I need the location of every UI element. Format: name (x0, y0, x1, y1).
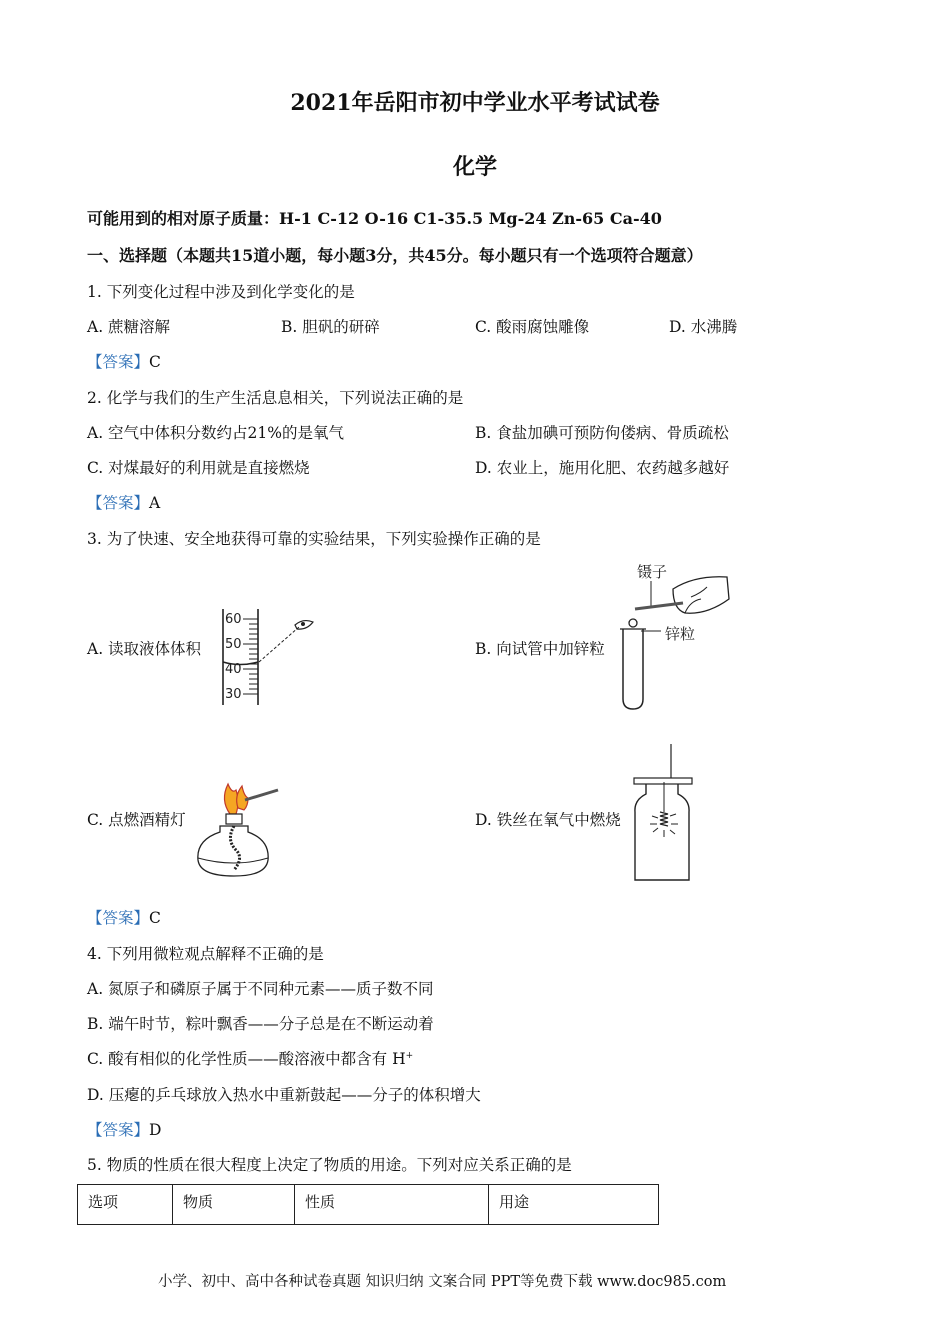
section-heading: 一、选择题（本题共15道小题，每小题3分，共45分。每小题只有一个选项符合题意） (87, 246, 703, 265)
lamp-body-icon (198, 826, 268, 876)
oxygen-bottle-figure (628, 742, 698, 882)
table-header-cell: 性质 (295, 1185, 489, 1225)
q3-option-b: B. 向试管中加锌粒 (475, 640, 605, 658)
q5-table (77, 1184, 659, 1225)
q1-stem: 1. 下列变化过程中涉及到化学变化的是 (87, 283, 355, 301)
bottle-icon (635, 784, 689, 880)
q2-option-d: D. 农业上，施用化肥、农药越多越好 (475, 459, 730, 477)
answer-label: 【答案】 (87, 1121, 150, 1139)
flame-icon (224, 784, 238, 814)
test-tube-icon (623, 629, 643, 709)
q2-option-a: A. 空气中体积分数约占21%的是氧气 (87, 424, 344, 442)
q4-option-c-text: C. 酸有相似的化学性质——酸溶液中都含有 H (87, 1050, 406, 1068)
table-header-cell: 用途 (489, 1185, 659, 1225)
answer-value: A (149, 494, 161, 512)
q3-answer (87, 906, 161, 928)
q4-option-a: A. 氮原子和磷原子属于不同种元素——质子数不同 (87, 980, 434, 998)
q2-option-b: B. 食盐加碘可预防佝偻病、骨质疏松 (475, 424, 729, 442)
hand-icon (673, 577, 729, 613)
answer-label: 【答案】 (87, 353, 150, 371)
q1-option-a: A. 蔗糖溶解 (87, 318, 171, 336)
table-header-row (78, 1185, 659, 1225)
answer-label: 【答案】 (87, 494, 150, 512)
q1-option-c: C. 酸雨腐蚀雕像 (475, 318, 590, 336)
graduated-cylinder-figure (215, 605, 325, 710)
exam-title: 2021年岳阳市初中学业水平考试试卷 (290, 90, 660, 116)
answer-value: C (149, 909, 161, 927)
tick-50: 50 (225, 637, 242, 652)
q3-option-c: C. 点燃酒精灯 (87, 811, 186, 829)
q4-option-d: D. 压瘪的乒乓球放入热水中重新鼓起——分子的体积增大 (87, 1086, 481, 1104)
q1-option-b: B. 胆矾的研碎 (281, 318, 380, 336)
q4-option-b: B. 端午时节，粽叶飘香——分子总是在不断运动着 (87, 1015, 434, 1033)
q1-answer (87, 350, 161, 372)
q1-option-d: D. 水沸腾 (669, 318, 738, 336)
q4-answer (87, 1118, 161, 1140)
q4-stem: 4. 下列用微粒观点解释不正确的是 (87, 945, 324, 963)
q5-stem: 5. 物质的性质在很大程度上决定了物质的用途。下列对应关系正确的是 (87, 1156, 572, 1174)
tick-60: 60 (225, 612, 242, 627)
q4-option-c-superscript: + (405, 1050, 414, 1061)
tick-30: 30 (225, 687, 242, 702)
q2-stem: 2. 化学与我们的生产生活息息相关，下列说法正确的是 (87, 389, 464, 407)
match-icon (245, 790, 278, 800)
q3-option-a: A. 读取液体体积 (87, 640, 202, 658)
alcohol-lamp-figure (190, 780, 290, 885)
atomic-masses: 可能用到的相对原子质量：H-1 C-12 O-16 C1-35.5 Mg-24 Zn-65 Ca-40 (87, 209, 662, 228)
tweezers-label: 镊子 (637, 563, 668, 581)
answer-value: D (149, 1121, 162, 1139)
table-header-cell: 选项 (78, 1185, 173, 1225)
q4-option-c (87, 1047, 413, 1069)
test-tube-figure (615, 557, 740, 712)
q3-option-d: D. 铁丝在氧气中燃烧 (475, 811, 621, 829)
subject-title: 化学 (452, 154, 497, 180)
footer: 小学、初中、高中各种试卷真题 知识归纳 文案合同 PPT等免费下载 www.doc985.com (158, 1274, 727, 1290)
q3-stem: 3. 为了快速、安全地获得可靠的实验结果，下列实验操作正确的是 (87, 530, 541, 548)
q2-answer (87, 491, 160, 513)
zinc-label: 锌粒 (665, 625, 696, 643)
iron-wire-icon (660, 812, 668, 826)
q2-option-c: C. 对煤最好的利用就是直接燃烧 (87, 459, 310, 477)
answer-label: 【答案】 (87, 909, 150, 927)
answer-value: C (149, 353, 161, 371)
zinc-granule-icon (629, 619, 637, 627)
tick-40: 40 (225, 662, 242, 677)
table-header-cell: 物质 (173, 1185, 295, 1225)
